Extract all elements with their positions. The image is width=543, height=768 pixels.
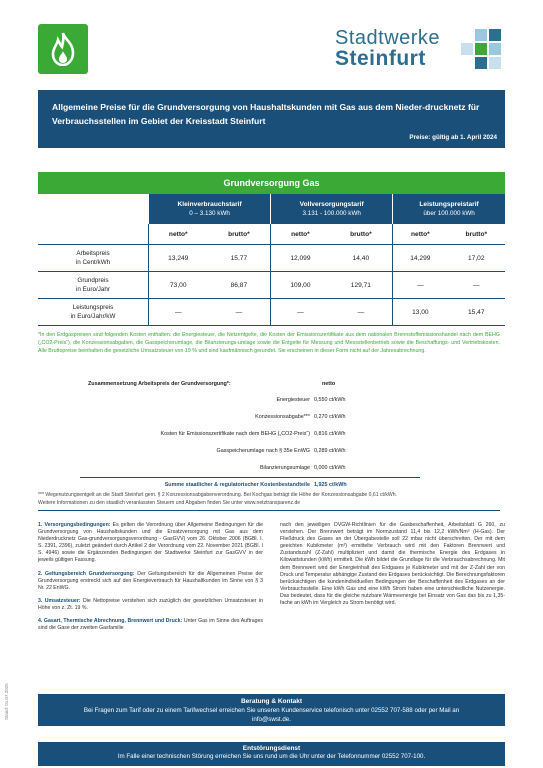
page-title: Allgemeine Preise für die Grundversorgung von Haushaltskunden mit Gas aus dem Nieder-drucknetz für Verbrauchsstellen im Gebiet der Kreisstadt Steinfurt [52, 102, 480, 126]
brand-line2: Steinfurt [335, 47, 426, 70]
contact-title: Beratung & Kontakt [240, 698, 303, 705]
validity-date: Preise: gültig ab 1. April 2024 [409, 134, 497, 141]
additional-note: *** Wegenutzungsentgelt an die Stadt Steinfurt gem. § 2 Konzessionsabgabenverordnung. Bei Kochgas beträgt die Höhe der Konzessionsabgabe 0,61 ct/kWh. Weitere Informationen zu den staatlich veranlassten Steuern und Abgaben finden Sie unter www.netztransparenz.de [38, 492, 500, 507]
composition-row: Energiesteuer 0,550 ct/kWh [276, 397, 346, 403]
table-row: Grundpreis in Euro/Jahr 73,00 86,87 109,00 129,71 — — [38, 272, 505, 299]
brand-wordmark [335, 24, 505, 74]
brand-line1: Stadtwerke [335, 27, 441, 49]
term-2: 2. Geltungsbereich Grundversorgung: Der Geltungsbereich für die Allgemeinen Preise der Grundversorgung erstreckt sich auf den Energievertrauch für Haushaltkunden im Sinne von § 3 Nr. 22 EnWG. [38, 570, 263, 591]
flame-icon [48, 32, 78, 66]
emergency-title: Entstörungsdienst [242, 745, 301, 752]
header-banner [38, 90, 505, 148]
emergency-text: Im Falle einer technischen Störung erreichen Sie uns rund um die Uhr unter der Telefonnummer 02552 707-100. [117, 753, 426, 760]
contact-box [38, 694, 505, 726]
composition-title: Zusammensetzung Arbeitspreis der Grundversorgung*: [88, 381, 231, 387]
term-4: 4. Gasart, Thermische Abrechnung, Brennwert und Druck: Unter Gas im Sinne des Auftrages sind die Gase der zweiten Gasfamilie [38, 618, 264, 632]
composition-col-head: netto [322, 381, 336, 387]
brand-squares [459, 29, 505, 69]
divider [38, 510, 500, 511]
composition-row: Gasspeicherumlage nach § 35e EnWG 0,289 ct/kWh [216, 448, 346, 454]
term-3: 3. Umsatzsteuer: Die Nettopreise verstehen sich zuzüglich der gesetzlichen Umsatzsteuer in Höhe von z. Zt. 19 %. [38, 597, 264, 611]
table-subheader: netto* brutto* netto* brutto* netto* brutto* [38, 224, 505, 245]
composition-sum: Summe staatlicher & regulatorischer Kostenbestandteile 1,925 ct/kWh [80, 477, 420, 492]
price-footnote: *In den Erdgaspreisen sind folgenden Kosten enthalten: die Energiesteuer, die Netzentgelte, die Kosten der Emissionszertifikate aus dem nationalen Brennstoffemissionshandel nach dem BEHG („CO2-Preis“), die Konzessionsabgaben, die Gasspeicherumlage, die Bilanzierungs-umlage sowie die Entgelte für Messung und Messstellenbetrieb sowie die Beschaffungs- und Vertriebskosten. Alle Bruttopreise beinhalten die gesetzliche Umsatzsteuer von 19 % und sind kaufmännisch gerundet. Sie erscheinen in dieser Form nicht auf der Jahresabrechnung. [38, 332, 500, 354]
price-table [38, 172, 505, 326]
emergency-box [38, 742, 505, 766]
table-title: Grundversorgung Gas [38, 172, 505, 194]
composition-row: Konzessionsabgabe*** 0,270 ct/kWh [255, 414, 346, 420]
contact-text: Bei Fragen zum Tarif oder zu einem Tarifwechsel erreichen Sie unseren Kundenservice telefonisch unter 02552 707-588 oder per Mail an info@swst.de. [83, 707, 460, 723]
term-1: 1. Versorgungsbedingungen: Es gelten die Verordnung über Allgemeine Bedingungen für die Grundversorgung von Haushaltskunden und die Ersatzversorgung mit Gas aus dem Niederdrucknetz Gas-grundversorgungsverordnung - GasGVV) vom 26. Oktober 2006 (BGBl. I. S. 2391, 2396), zuletzt geändert durch Artikel 2 der Verordnung vom 22. November 2021 (BGBl. I S. 4946) sowie die Ergänzenden Bedingungen der Stadtwerke Steinfurt zur GasGVV in der jeweils gültigen Fassung. [38, 522, 263, 564]
term-4-continued: nach den jeweiligen DVGW-Richtlinien für die Gasbeschaffenheit, Arbeitsblatt G 260, zu verstehen. Der Brennwert beträgt im Normzustand 11,4 bis 12,2 kWh/Nm³ (H-Gas). Der Fließdruck des Gases an der Übergabestelle soll 22 mbar nicht überschreiten. Der mit dem geeichten Kubikmeter (m³) ermittelte Verbrauch wird mit den Faktoren Brennwert und Zustandszahl (Z-Zahl) multipliziert und damit die thermische Energie des Erdgases in Kilowattstunden (kWh) ermittelt. Die kWh bildet die Grundlage für die Verbrauchsabrechnung. Mit dem Brennwert wird der Energieinhalt des Erdgases je Kubikmeter und mit der Z-Zahl der von Druck und Temperatur abhängige Zustand des Erdgases berücksichtigt. Die Berechnungsfaktoren berücksichtigen die kundenindividuellen Bedingungen der Beschaffenheit des Erdgases an der Verbrauchsstelle. Eine kWh Gas und eine kWh Strom haben eine unterschiedliche Nutzenergie. Das bedeutet, dass für die gleiche nutzbare Wärmeenergie bei Einsatz von Gas das bis zu 1,35-fache an kWh im Vergleich zu Strom benötigt wird. [280, 522, 505, 607]
brand-logo [38, 24, 88, 74]
tariff-head-klein: Kleinverbrauchstarif 0 – 3.130 kWh [149, 194, 271, 224]
tariff-head-voll: Vollversorgungstarif 3.131 - 100.000 kWh [271, 194, 393, 224]
tariff-head-leistung: Leistungspreistarif über 100.000 kWh [393, 194, 505, 224]
composition-row: Kosten für Emissionszertifikate nach dem BEHG („CO2-Preis“) 0,816 ct/kWh [160, 431, 346, 437]
stand-date: Stand: 01.07.2025 [4, 683, 9, 720]
terms-section [38, 522, 505, 692]
composition-row: Bilanzierungsumlage 0,000 ct/kWh [259, 465, 346, 471]
table-row: Arbeitspreis in Cent/kWh 13,249 15,77 12,099 14,40 14,299 17,02 [38, 245, 505, 272]
table-row: Leistungspreis in Euro/Jahr/kW — — — — 13,00 15,47 [38, 299, 505, 326]
